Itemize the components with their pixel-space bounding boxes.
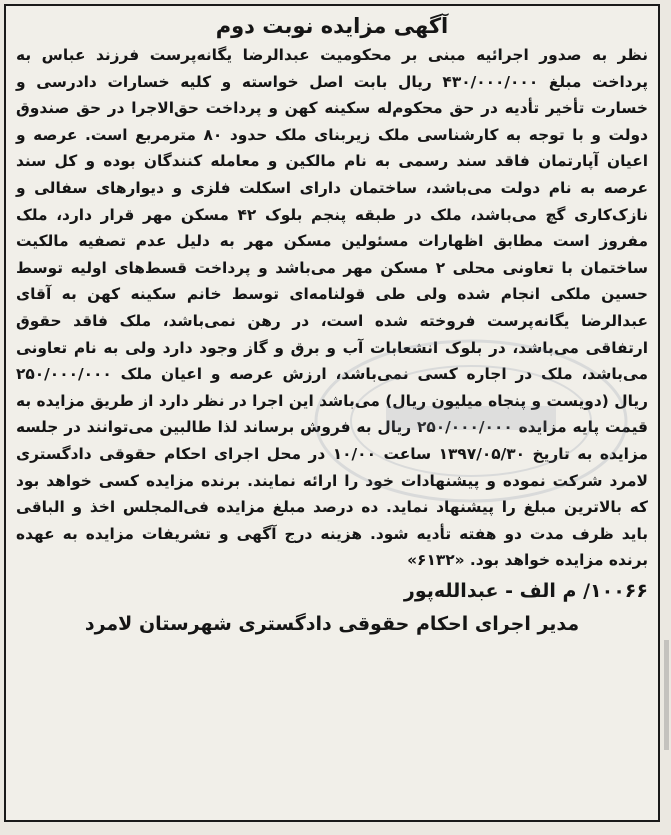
signature-line: مدیر اجرای احکام حقوقی دادگستری شهرستان لامرد [84, 612, 580, 635]
reference-number: ۱۰۰۶۶/ م الف - عبدالله‌پور [403, 579, 648, 602]
auction-notice [16, 12, 648, 640]
notice-frame [4, 4, 660, 822]
notice-title: آگهی مزایده نوبت دوم [215, 14, 449, 38]
page-edge-mark [664, 640, 669, 750]
notice-body: نظر به صدور اجرائیه مبنی بر محکومیت عبدالرضا یگانه‌پرست فرزند عباس به پرداخت مبلغ ۴۳۰/۰۰۰/۰۰۰ ریال بابت اصل خواسته و کلیه خسارات دادرسی و خسارت تأخیر تأدیه در حق محکوم‌له سکینه کهن و پرداخت حق‌الاجرا در حق صندوق دولت و با توجه به کارشناسی ملک زیربنای ملک حدود ۸۰ مترمربع است. عرصه و اعیان آپارتمان فاقد سند رسمی به نام مالکین و معامله کنندگان بوده و کل سند عرصه به نام دولت می‌باشد، ساختمان دارای اسکلت فلزی و دیوارهای سفالی و نازک‌کاری گچ می‌باشد، ملک در طبقه پنجم بلوک ۴۲ مسکن مهر قرار دارد، ملک مفروز است مطابق اظهارات مسئولین مسکن مهر به دلیل عدم تصفیه مالکیت ساختمان با تعاونی محلی ۲ مسکن مهر می‌باشد و پرداخت قسط‌های اولیه توسط حسین ملکی انجام شده ولی طی قولنامه‌ای توسط خانم سکینه کهن به آقای عبدالرضا یگانه‌پرست فروخته شده است، در رهن نمی‌باشد، ملک فاقد حقوق ارتفاقی می‌باشد، در بلوک انشعابات آب و برق و گاز وجود دارد ولی به نام تعاونی می‌باشد، ملک در اجاره کسی نمی‌باشد، ارزش عرصه و اعیان ملک ۲۵۰/۰۰۰/۰۰۰ ریال (دویست و پنجاه میلیون ریال) می‌باشد این اجرا در نظر دارد از طریق مزایده به قیمت پایه مزایده ۲۵۰/۰۰۰/۰۰۰ ریال به فروش برساند لذا طالبین می‌توانند در جلسه مزایده به تاریخ ۱۳۹۷/۰۵/۳۰ ساعت ۱۰/۰۰ در محل اجرای احکام حقوقی دادگستری لامرد شرکت نموده و پیشنهادات خود را ارائه نمایند. برنده مزایده کسی خواهد بود که بالاترین مبلغ را پیشنهاد نماید. ده درصد مبلغ مزایده فی‌المجلس اخذ و الباقی باید ظرف مدت دو هفته تأدیه شود. هزینه درج آگهی و تشریفات مزایده به عهده برنده مزایده خواهد بود. «۶۱۳۲» [16, 46, 649, 570]
